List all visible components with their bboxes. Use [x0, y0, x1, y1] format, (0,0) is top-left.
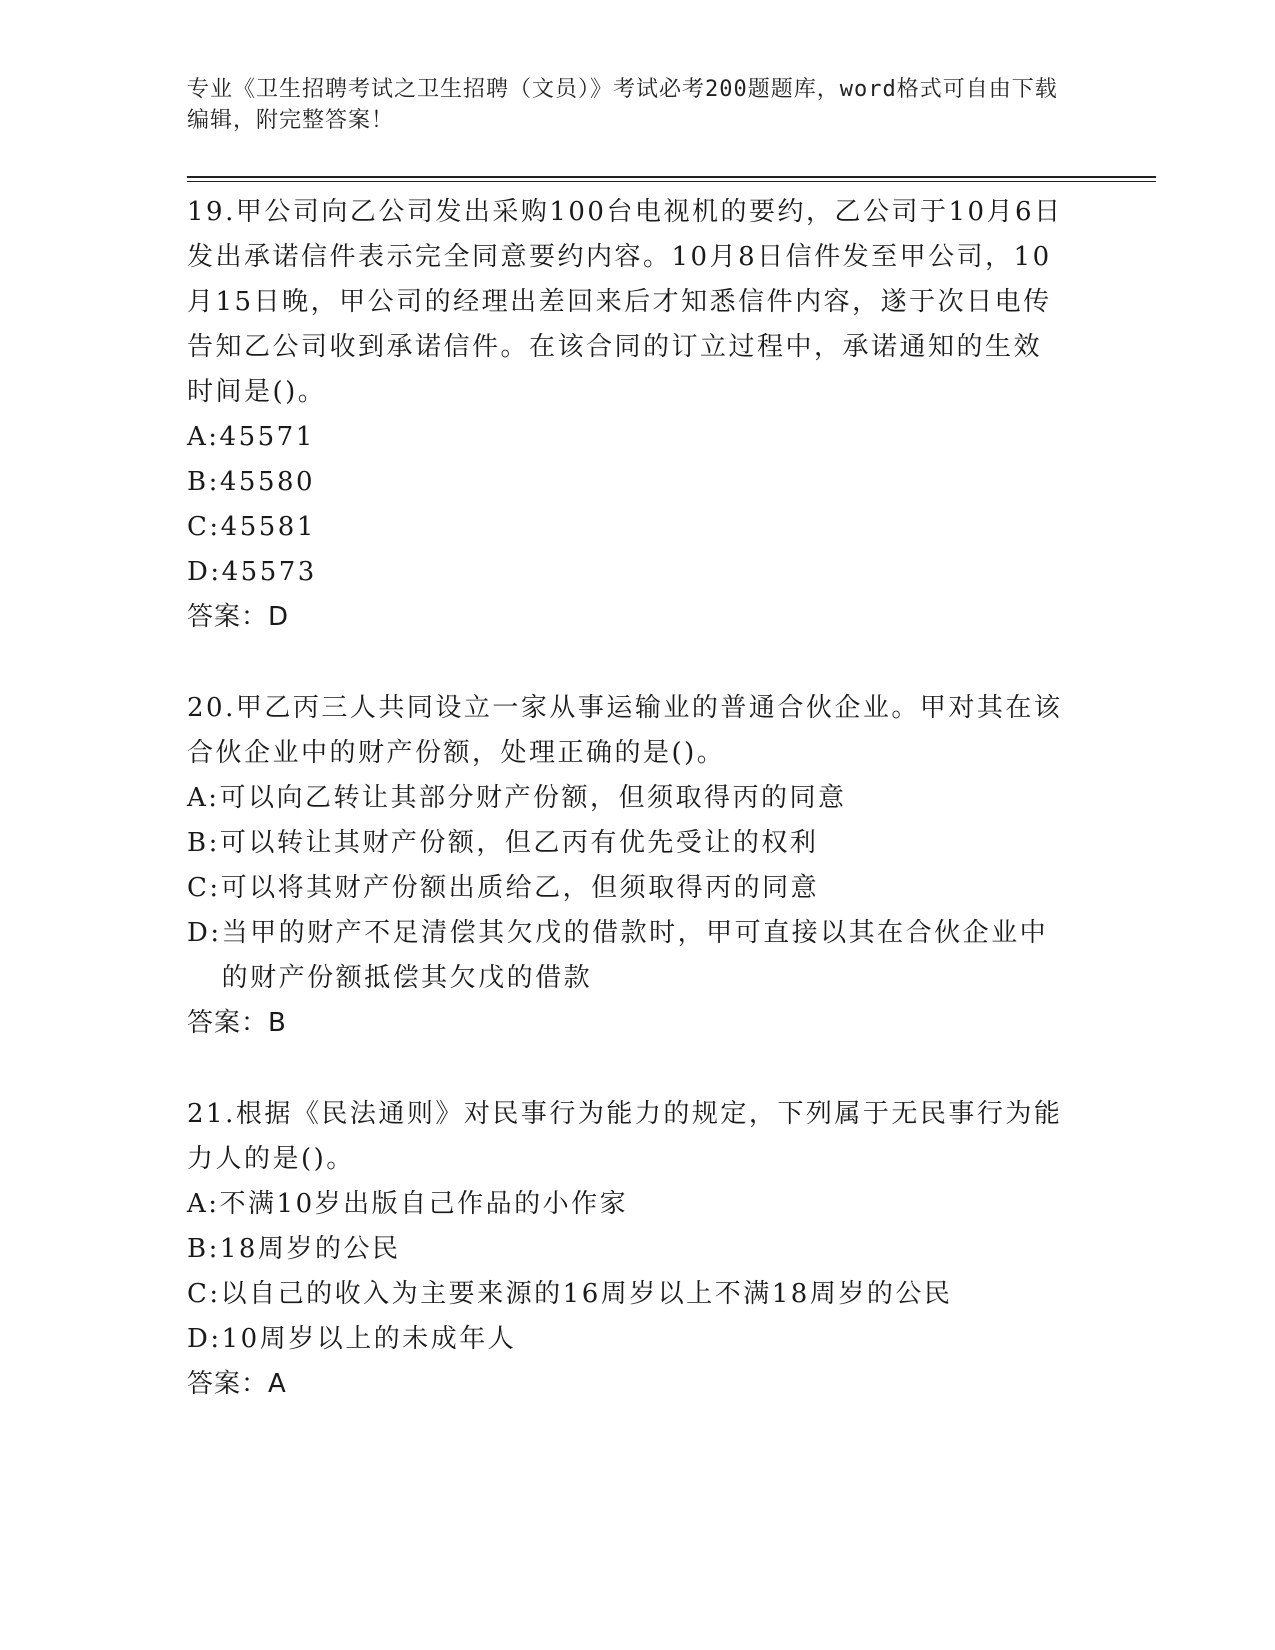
document-header: 专业《卫生招聘考试之卫生招聘（文员）》考试必考200题题库，word格式可自由下载编辑，附完整答案！ — [187, 77, 1058, 133]
option-letter: A: — [187, 783, 220, 813]
question-list — [187, 190, 1087, 1453]
option-text: 可以转让其财产份额，但乙丙有优先受让的权利 — [219, 828, 819, 858]
answer-line: 答案：B — [187, 1008, 287, 1038]
option-letter: C: — [187, 873, 221, 903]
option-text: 45581 — [220, 512, 316, 542]
option-text: 45580 — [219, 467, 316, 497]
option-c — [187, 505, 1087, 550]
option-d — [187, 550, 1087, 595]
option-text: 45571 — [219, 422, 315, 452]
answer-line: 答案：D — [187, 602, 290, 632]
option-text: 不满10岁出版自己作品的小作家 — [219, 1189, 629, 1219]
question-19 — [187, 190, 1087, 640]
option-text: 10周岁以上的未成年人 — [221, 1324, 517, 1354]
option-letter: C: — [187, 512, 221, 542]
option-letter: B: — [187, 828, 220, 858]
option-b — [187, 1227, 1087, 1272]
option-letter: B: — [187, 1234, 220, 1264]
option-text: 以自己的收入为主要来源的16周岁以上不满18周岁的公民 — [220, 1279, 953, 1309]
option-letter: D: — [187, 557, 222, 587]
option-letter: A: — [187, 422, 220, 452]
question-20 — [187, 686, 1087, 1046]
option-d — [187, 1317, 1087, 1362]
option-text: 当甲的财产不足清偿其欠戊的借款时，甲可直接以其在合伙企业中的财产份额抵偿其欠戊的借款 — [221, 918, 1049, 993]
header-rule-thick — [187, 176, 1156, 178]
question-stem: 19.甲公司向乙公司发出采购100台电视机的要约，乙公司于10月6日发出承诺信件表示完全同意要约内容。10月8日信件发至甲公司，10月15日晚，甲公司的经理出差回来后才知悉信件内容，遂于次日电传告知乙公司收到承诺信件。在该合同的订立过程中，承诺通知的生效时间是()。 — [187, 197, 1063, 407]
option-letter: D: — [187, 1324, 222, 1354]
option-c — [187, 866, 1087, 911]
option-letter: D: — [187, 918, 222, 948]
option-letter: C: — [187, 1279, 221, 1309]
option-d — [187, 911, 1087, 1001]
option-text: 45573 — [221, 557, 317, 587]
header-rule-thin — [187, 181, 1156, 182]
question-21 — [187, 1092, 1087, 1407]
question-stem: 20.甲乙丙三人共同设立一家从事运输业的普通合伙企业。甲对其在该合伙企业中的财产份额，处理正确的是()。 — [187, 693, 1063, 768]
option-letter: B: — [187, 467, 220, 497]
option-b — [187, 460, 1087, 505]
option-a — [187, 776, 1087, 821]
question-stem: 21.根据《民法通则》对民事行为能力的规定，下列属于无民事行为能力人的是()。 — [187, 1099, 1063, 1174]
option-text: 可以将其财产份额出质给乙，但须取得丙的同意 — [220, 873, 820, 903]
option-letter: A: — [187, 1189, 220, 1219]
option-b — [187, 821, 1087, 866]
option-a — [187, 1182, 1087, 1227]
option-text: 可以向乙转让其部分财产份额，但须取得丙的同意 — [219, 783, 847, 813]
option-a — [187, 415, 1087, 460]
option-text: 18周岁的公民 — [219, 1234, 401, 1264]
option-c — [187, 1272, 1087, 1317]
answer-line: 答案：A — [187, 1369, 287, 1399]
